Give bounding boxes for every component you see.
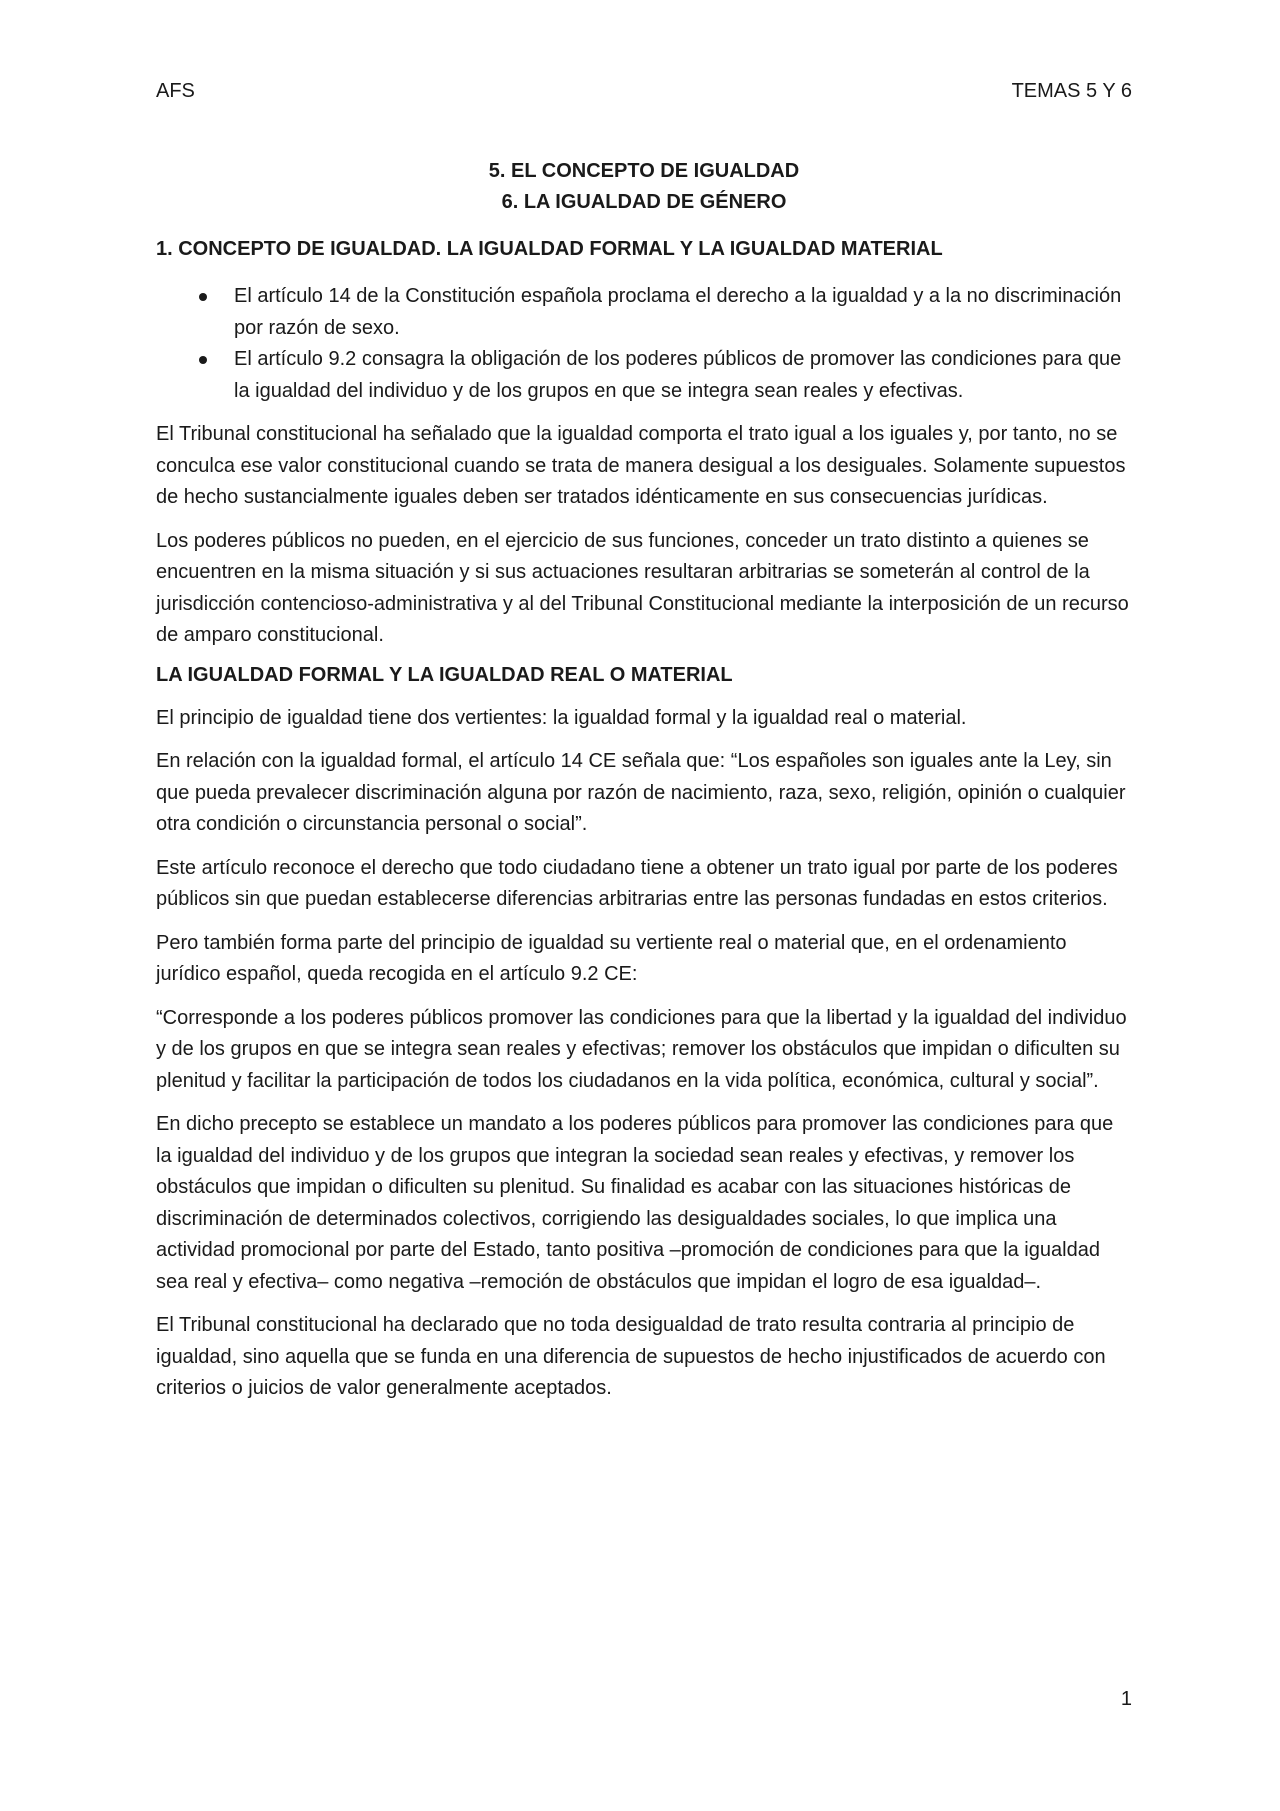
bullet-text: El artículo 9.2 consagra la obligación de los poderes públicos de promover las condiciones para que la igualdad del individuo y de los grupos en que se integra sean reales y efectivas. (234, 348, 1122, 402)
paragraph: En dicho precepto se establece un mandato a los poderes públicos para promover las condiciones para que la igualdad del individuo y de los grupos que integran la sociedad sean reales y efectivas, y remover los obstáculos que impidan o dificulten su plenitud. Su finalidad es acabar con las situaciones históricas de discriminación de determinados colectivos, corrigiendo las desigualdades sociales, lo que implica una actividad promocional por parte del Estado, tanto positiva –promoción de condiciones para que la igualdad sea real y efectiva– como negativa –remoción de obstáculos que impidan el logro de esa igualdad–. (156, 1113, 1114, 1293)
bullet-icon (199, 356, 207, 364)
bullet-item (234, 281, 1132, 344)
bullet-icon (199, 293, 207, 301)
page-number: 1 (1120, 1688, 1132, 1710)
paragraph: El principio de igualdad tiene dos vertientes: la igualdad formal y la igualdad real o material. (156, 706, 967, 729)
paragraph: El Tribunal constitucional ha declarado que no toda desigualdad de trato resulta contraria al principio de igualdad, sino aquella que se funda en una diferencia de supuestos de hecho injustificados de acuerdo con criterios o juicios de valor generalmente aceptados. (156, 1314, 1106, 1399)
paragraph: Pero también forma parte del principio de igualdad su vertiente real o material que, en el ordenamiento jurídico español, queda recogida en el artículo 9.2 CE: (156, 931, 1067, 985)
paragraph: En relación con la igualdad formal, el artículo 14 CE señala que: “Los españoles son iguales ante la Ley, sin que pueda prevalecer discriminación alguna por razón de nacimiento, raza, sexo, religión, opinión o cualquier otra condición o circunstancia personal o social”. (156, 750, 1126, 835)
paragraph: Los poderes públicos no pueden, en el ejercicio de sus funciones, conceder un trato distinto a quienes se encuentren en la misma situación y si sus actuaciones resultaran arbitrarias se someterán al control de la jurisdicción contencioso-administrativa y al del Tribunal Constitucional mediante la interposición de un recurso de amparo constitucional. (156, 529, 1129, 646)
header-left-text: AFS (156, 80, 195, 102)
bullet-list (156, 281, 1132, 407)
paragraph: Este artículo reconoce el derecho que todo ciudadano tiene a obtener un trato igual por parte de los poderes públicos sin que puedan establecerse diferencias arbitrarias entre las personas fundadas en estos criterios. (156, 856, 1118, 910)
quoted-paragraph: “Corresponde a los poderes públicos promover las condiciones para que la libertad y la igualdad del individuo y de los grupos en que se integra sean reales y efectivas; remover los obstáculos que impidan o dificulten su plenitud y facilitar la participación de todos los ciudadanos en la vida política, económica, cultural y social”. (156, 1006, 1127, 1092)
header-right-text: TEMAS 5 Y 6 (1011, 80, 1132, 102)
document-title-line-2: 6. LA IGUALDAD DE GÉNERO (501, 191, 787, 213)
section-1-heading: 1. CONCEPTO DE IGUALDAD. LA IGUALDAD FORMAL Y LA IGUALDAD MATERIAL (156, 238, 943, 260)
document-body (156, 156, 1132, 1405)
document-title-line-1: 5. EL CONCEPTO DE IGUALDAD (488, 160, 800, 182)
bullet-item (234, 344, 1132, 407)
running-header (156, 80, 1132, 110)
bullet-text: El artículo 14 de la Constitución española proclama el derecho a la igualdad y a la no discriminación por razón de sexo. (234, 285, 1122, 339)
section-2-heading: LA IGUALDAD FORMAL Y LA IGUALDAD REAL O MATERIAL (156, 663, 733, 686)
paragraph: El Tribunal constitucional ha señalado que la igualdad comporta el trato igual a los iguales y, por tanto, no se conculca ese valor constitucional cuando se trata de manera desigual a los desiguales. Solamente supuestos de hecho sustancialmente iguales deben ser tratados idénticamente en sus consecuencias jurídicas. (156, 423, 1126, 508)
